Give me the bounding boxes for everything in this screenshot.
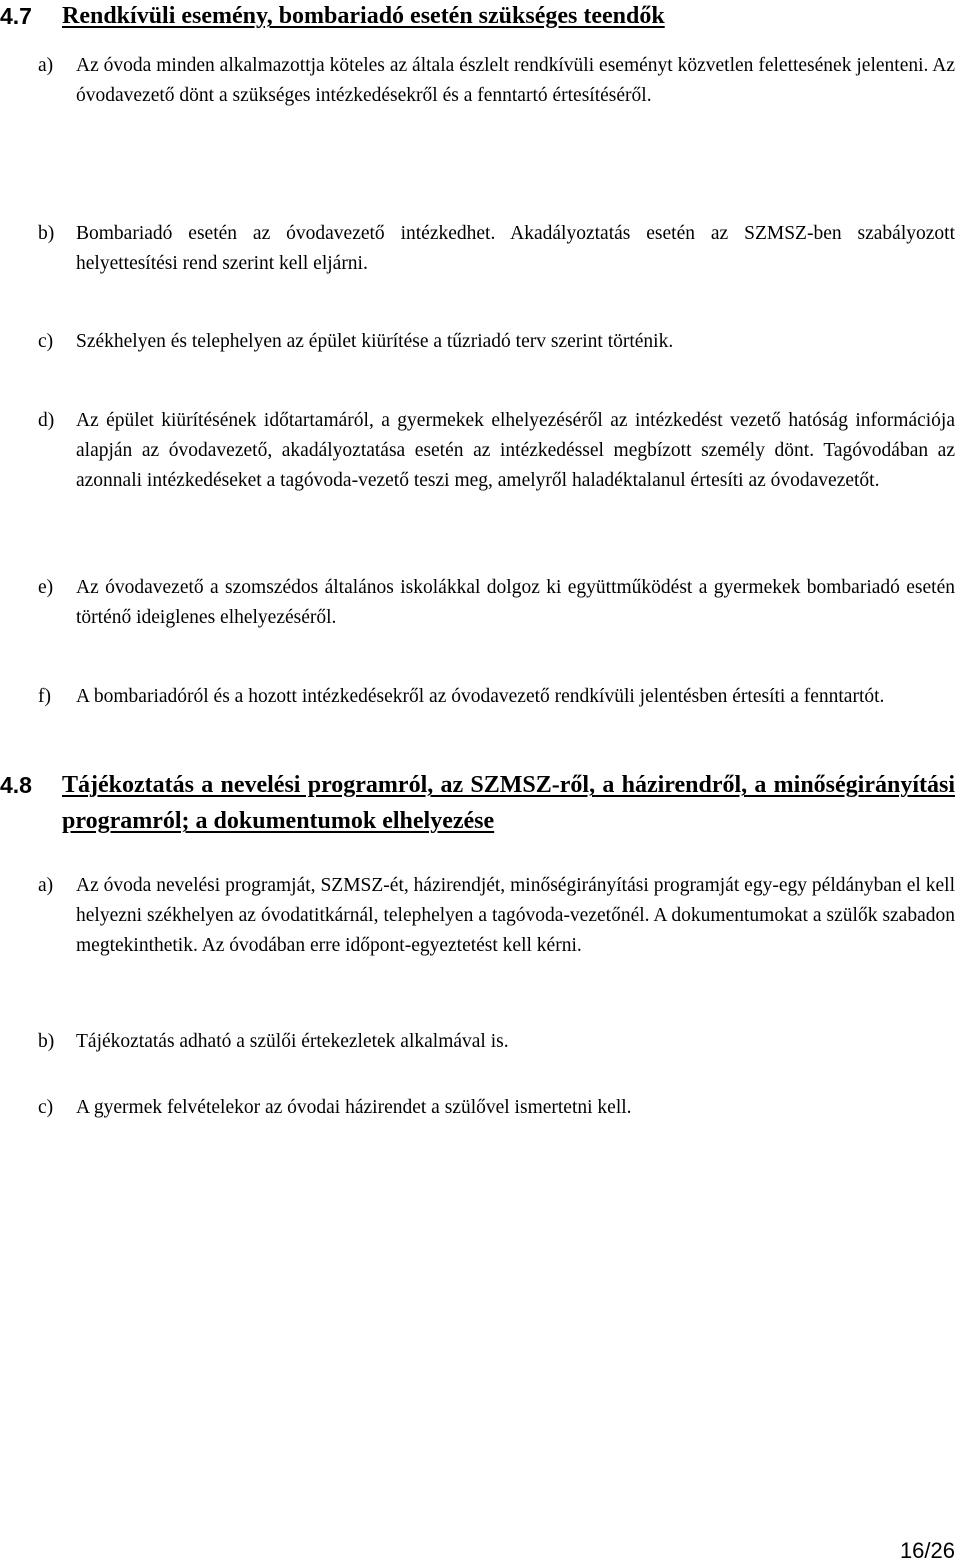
list-item xyxy=(38,327,955,357)
section-heading-4-8 xyxy=(0,767,955,839)
list-item xyxy=(38,573,955,633)
item-label: b) xyxy=(38,223,55,244)
item-label: c) xyxy=(38,331,54,352)
item-text: Székhelyen és telephelyen az épület kiürítése a tűzriadó terv szerint történik. xyxy=(76,331,674,352)
item-text: A bombariadóról és a hozott intézkedésekről az óvodavezető rendkívüli jelentésben értesíti a fenntartót. xyxy=(76,686,885,707)
list-item xyxy=(38,871,955,961)
list-item xyxy=(38,219,955,279)
section-title: Tájékoztatás a nevelési programról, az SZMSZ-ről, a házirendről, a minőségirányítási programról; a dokumentumok elhelyezése xyxy=(62,772,955,834)
item-text: Az óvoda nevelési programját, SZMSZ-ét, házirendjét, minőségirányítási programját egy-egy példányban el kell helyezni székhelyen az óvodatitkárnál, telephelyen a tagóvoda-vezetőnél. A dokumentumokat a szülők szabadon megtekinthetik. Az óvodában erre időpont-egyeztetést kell kérni. xyxy=(76,875,955,956)
item-label: a) xyxy=(38,55,54,76)
section-number: 4.8 xyxy=(0,772,32,798)
section-number: 4.7 xyxy=(0,3,32,29)
item-label: d) xyxy=(38,410,55,431)
item-text: Bombariadó esetén az óvodavezető intézkedhet. Akadályoztatás esetén az SZMSZ-ben szabályozott helyettesítési rend szerint kell eljárni. xyxy=(76,223,955,274)
item-label: a) xyxy=(38,875,54,896)
page-number: 16/26 xyxy=(899,1538,955,1563)
item-label: b) xyxy=(38,1031,55,1052)
item-text: Az épület kiürítésének időtartamáról, a gyermekek elhelyezéséről az intézkedést vezető hatóság információja alapján az óvodavezető, akadályoztatása esetén az intézkedéssel megbízott személy dönt. Tagóvodában az azonnali intézkedéseket a tagóvoda-vezető teszi meg, amelyről haladéktalanul értesíti az óvodavezetőt. xyxy=(76,410,955,491)
list-item xyxy=(38,406,955,496)
item-text: Az óvodavezető a szomszédos általános iskolákkal dolgoz ki együttműködést a gyermekek bombariadó esetén történő ideiglenes elhelyezéséről. xyxy=(76,577,955,628)
list-item xyxy=(38,1093,955,1123)
section-title: Rendkívüli esemény, bombariadó esetén szükséges teendők xyxy=(62,3,665,29)
item-text: Az óvoda minden alkalmazottja köteles az általa észlelt rendkívüli eseményt közvetlen felettesének jelenteni. Az óvodavezető dönt a szükséges intézkedésekről és a fenntartó értesítéséről. xyxy=(76,55,955,106)
item-label: e) xyxy=(38,577,54,598)
item-label: f) xyxy=(38,686,51,707)
item-label: c) xyxy=(38,1097,54,1118)
list-item xyxy=(38,51,955,111)
list-item xyxy=(38,1027,955,1057)
list-item xyxy=(38,682,955,712)
item-text: A gyermek felvételekor az óvodai házirendet a szülővel ismertetni kell. xyxy=(76,1097,632,1118)
section-heading-4-7 xyxy=(0,0,955,34)
item-text: Tájékoztatás adható a szülői értekezletek alkalmával is. xyxy=(76,1031,509,1052)
